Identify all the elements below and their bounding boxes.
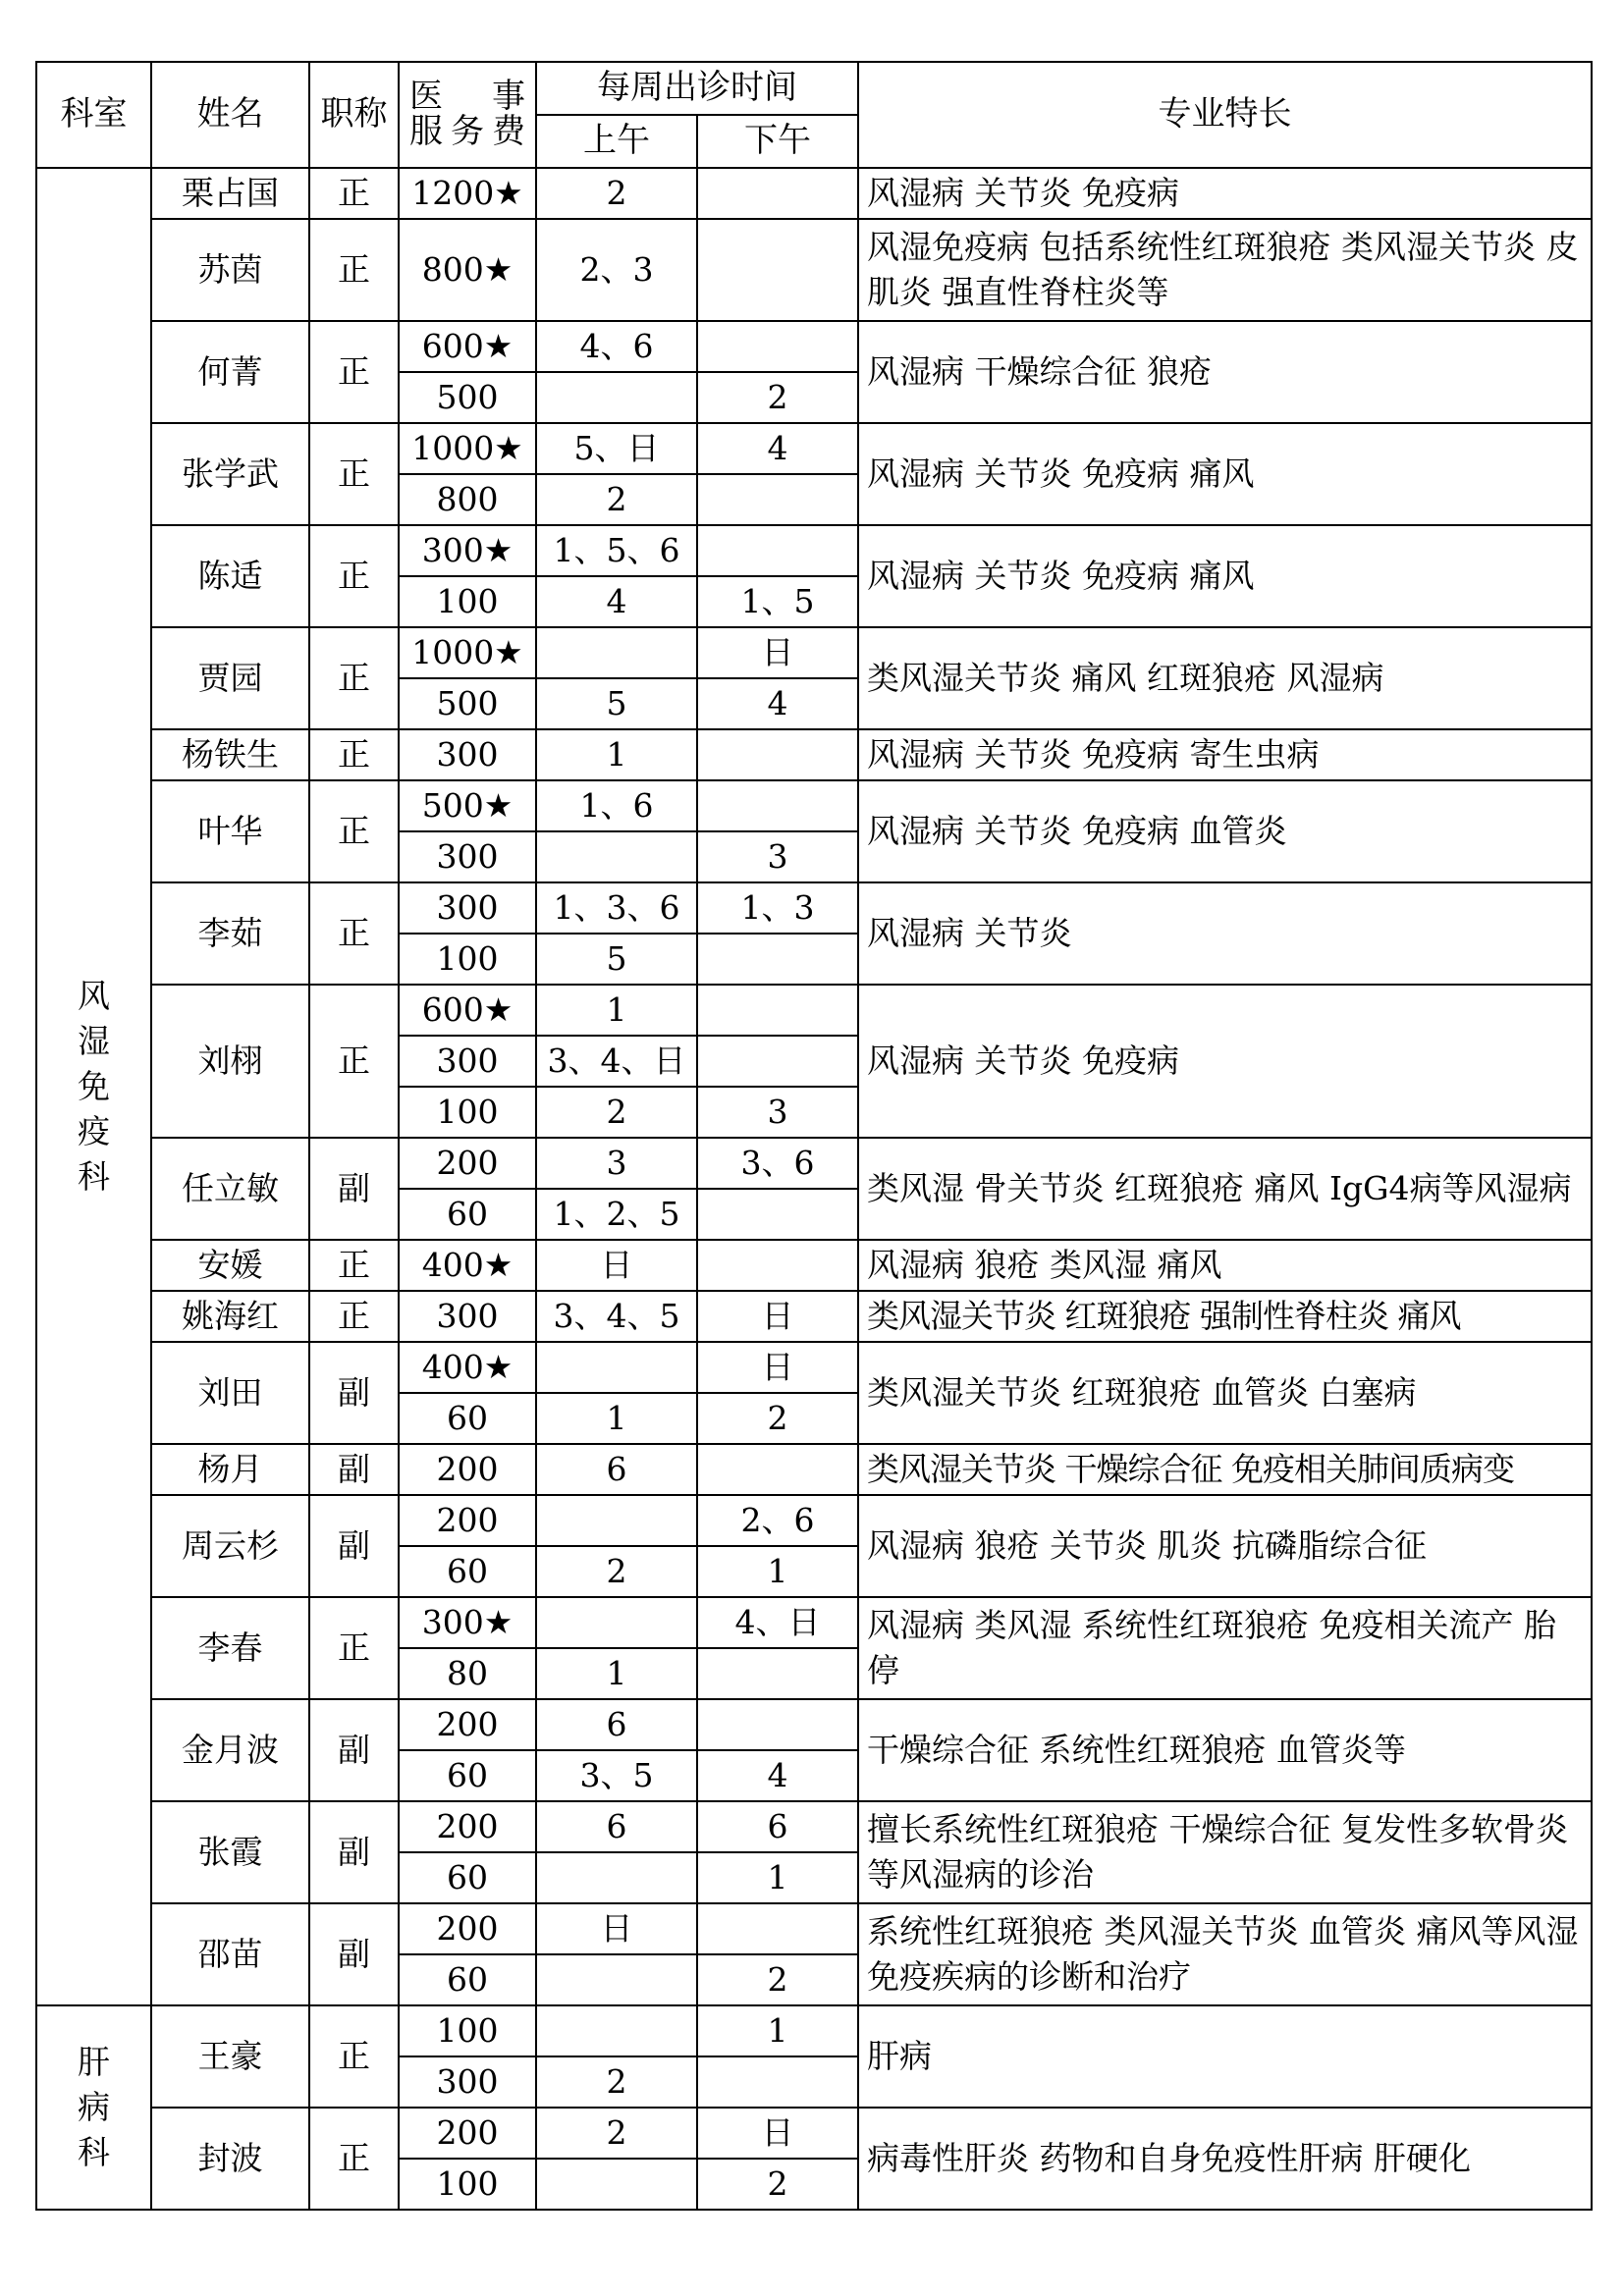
am-cell: 1、5、6: [536, 525, 697, 576]
fee-cell: 200: [399, 1444, 536, 1495]
specialty-cell: 肝病: [858, 2005, 1592, 2108]
pm-cell: [697, 1699, 858, 1750]
table-row: [36, 1495, 1592, 1546]
header-schedule: 每周出诊时间: [536, 62, 858, 115]
pm-cell: [697, 474, 858, 525]
pm-cell: 4: [697, 423, 858, 474]
specialty-cell: 干燥综合征 系统性红斑狼疮 血管炎等: [858, 1699, 1592, 1801]
specialty-cell: 风湿病 干燥综合征 狼疮: [858, 321, 1592, 423]
table-row: [36, 985, 1592, 1036]
am-cell: 2: [536, 2056, 697, 2108]
pm-cell: 3: [697, 1087, 858, 1138]
doctor-title: 正: [309, 882, 399, 985]
fee-cell: 100: [399, 1087, 536, 1138]
pm-cell: [697, 1444, 858, 1495]
table-row: [36, 1903, 1592, 1954]
doctor-name: 张学武: [151, 423, 309, 525]
am-cell: 5: [536, 934, 697, 985]
fee-cell: 1200★: [399, 168, 536, 219]
pm-cell: 日: [697, 627, 858, 678]
specialty-cell: 风湿病 狼疮 类风湿 痛风: [858, 1240, 1592, 1291]
doctor-name: 叶华: [151, 780, 309, 882]
fee-cell: 600★: [399, 985, 536, 1036]
specialty-cell: 类风湿关节炎 红斑狼疮 强制性脊柱炎 痛风: [858, 1291, 1592, 1342]
doctor-title: 副: [309, 1903, 399, 2005]
header-fee: [399, 62, 536, 168]
am-cell: 3、5: [536, 1750, 697, 1801]
specialty-cell: 风湿病 关节炎 免疫病 血管炎: [858, 780, 1592, 882]
table-row: [36, 1444, 1592, 1495]
doctor-title: 正: [309, 780, 399, 882]
header-specialty: 专业特长: [858, 62, 1592, 168]
specialty-cell: 风湿病 关节炎 免疫病 痛风: [858, 525, 1592, 627]
pm-cell: [697, 1648, 858, 1699]
specialty-cell: 风湿病 关节炎 免疫病: [858, 985, 1592, 1138]
pm-cell: 2: [697, 372, 858, 423]
am-cell: [536, 627, 697, 678]
fee-cell: 80: [399, 1648, 536, 1699]
table-row: [36, 1342, 1592, 1393]
header-pm: 下午: [697, 115, 858, 168]
header-fee-line1: 医 事: [409, 77, 525, 117]
pm-cell: 日: [697, 1291, 858, 1342]
doctor-title: 副: [309, 1342, 399, 1444]
table-row: [36, 1138, 1592, 1189]
am-cell: 2: [536, 168, 697, 219]
table-row: [36, 1801, 1592, 1852]
doctor-schedule-table: [35, 61, 1593, 2211]
am-cell: [536, 2159, 697, 2210]
pm-cell: 3: [697, 831, 858, 882]
doctor-name: 邵苗: [151, 1903, 309, 2005]
department-label: 风湿免疫科: [78, 976, 110, 1197]
fee-cell: 300★: [399, 525, 536, 576]
specialty-cell: 擅长系统性红斑狼疮 干燥综合征 复发性多软骨炎等风湿病的诊治: [858, 1801, 1592, 1903]
fee-cell: 500: [399, 678, 536, 729]
doctor-name: 张霞: [151, 1801, 309, 1903]
fee-cell: 200: [399, 1801, 536, 1852]
doctor-title: 副: [309, 1495, 399, 1597]
pm-cell: [697, 934, 858, 985]
am-cell: 日: [536, 1240, 697, 1291]
fee-cell: 60: [399, 1954, 536, 2005]
pm-cell: 2: [697, 1393, 858, 1444]
specialty-cell: 类风湿关节炎 干燥综合征 免疫相关肺间质病变: [858, 1444, 1592, 1495]
doctor-title: 副: [309, 1444, 399, 1495]
doctor-title: 正: [309, 627, 399, 729]
doctor-name: 苏茵: [151, 219, 309, 321]
table-row: [36, 321, 1592, 372]
am-cell: 6: [536, 1801, 697, 1852]
doctor-title: 副: [309, 1138, 399, 1240]
am-cell: 1、2、5: [536, 1189, 697, 1240]
table-row: [36, 2005, 1592, 2056]
pm-cell: [697, 729, 858, 780]
fee-cell: 500: [399, 372, 536, 423]
am-cell: 2: [536, 2108, 697, 2159]
header-fee-line2: 服务费: [409, 112, 525, 151]
fee-cell: 1000★: [399, 627, 536, 678]
table-row: [36, 525, 1592, 576]
am-cell: 1: [536, 1648, 697, 1699]
pm-cell: 1、5: [697, 576, 858, 627]
specialty-cell: 风湿免疫病 包括系统性红斑狼疮 类风湿关节炎 皮肌炎 强直性脊柱炎等: [858, 219, 1592, 321]
table-row: [36, 627, 1592, 678]
doctor-name: 刘栩: [151, 985, 309, 1138]
specialty-cell: 类风湿 骨关节炎 红斑狼疮 痛风 IgG4病等风湿病: [858, 1138, 1592, 1240]
table-row: [36, 1699, 1592, 1750]
am-cell: 2、3: [536, 219, 697, 321]
specialty-cell: 风湿病 关节炎 免疫病 痛风: [858, 423, 1592, 525]
table-row: [36, 1240, 1592, 1291]
department-cell: [36, 168, 151, 2005]
specialty-cell: 系统性红斑狼疮 类风湿关节炎 血管炎 痛风等风湿免疫疾病的诊断和治疗: [858, 1903, 1592, 2005]
am-cell: 2: [536, 1087, 697, 1138]
fee-cell: 300: [399, 1291, 536, 1342]
pm-cell: 1、3: [697, 882, 858, 934]
fee-cell: 500★: [399, 780, 536, 831]
doctor-name: 杨月: [151, 1444, 309, 1495]
schedule-body: [36, 168, 1592, 2210]
doctor-name: 李茹: [151, 882, 309, 985]
fee-cell: 100: [399, 576, 536, 627]
am-cell: 1: [536, 985, 697, 1036]
am-cell: 1: [536, 1393, 697, 1444]
header-am: 上午: [536, 115, 697, 168]
doctor-title: 正: [309, 2005, 399, 2108]
fee-cell: 60: [399, 1393, 536, 1444]
am-cell: 1、6: [536, 780, 697, 831]
specialty-cell: 类风湿关节炎 红斑狼疮 血管炎 白塞病: [858, 1342, 1592, 1444]
am-cell: [536, 2005, 697, 2056]
fee-cell: 300: [399, 1036, 536, 1087]
doctor-name: 姚海红: [151, 1291, 309, 1342]
table-row: [36, 780, 1592, 831]
pm-cell: [697, 168, 858, 219]
am-cell: 2: [536, 1546, 697, 1597]
doctor-name: 栗占国: [151, 168, 309, 219]
am-cell: 3: [536, 1138, 697, 1189]
table-row: [36, 1291, 1592, 1342]
am-cell: 5: [536, 678, 697, 729]
pm-cell: [697, 1189, 858, 1240]
pm-cell: [697, 321, 858, 372]
fee-cell: 300: [399, 831, 536, 882]
am-cell: 1、3、6: [536, 882, 697, 934]
pm-cell: [697, 219, 858, 321]
doctor-name: 封波: [151, 2108, 309, 2210]
specialty-cell: 风湿病 狼疮 关节炎 肌炎 抗磷脂综合征: [858, 1495, 1592, 1597]
pm-cell: 1: [697, 1852, 858, 1903]
am-cell: 6: [536, 1444, 697, 1495]
fee-cell: 60: [399, 1546, 536, 1597]
table-row: [36, 882, 1592, 934]
department-cell: [36, 2005, 151, 2210]
fee-cell: 300: [399, 729, 536, 780]
fee-cell: 100: [399, 2159, 536, 2210]
fee-cell: 60: [399, 1750, 536, 1801]
specialty-cell: 风湿病 关节炎: [858, 882, 1592, 985]
header-name: 姓名: [151, 62, 309, 168]
pm-cell: [697, 2056, 858, 2108]
fee-cell: 200: [399, 1903, 536, 1954]
pm-cell: 1: [697, 1546, 858, 1597]
am-cell: 4: [536, 576, 697, 627]
am-cell: 5、日: [536, 423, 697, 474]
table-row: [36, 423, 1592, 474]
am-cell: 日: [536, 1903, 697, 1954]
doctor-title: 正: [309, 1240, 399, 1291]
am-cell: [536, 1342, 697, 1393]
fee-cell: 60: [399, 1852, 536, 1903]
am-cell: [536, 1954, 697, 2005]
doctor-name: 刘田: [151, 1342, 309, 1444]
fee-cell: 200: [399, 1699, 536, 1750]
pm-cell: 2: [697, 1954, 858, 2005]
specialty-cell: 风湿病 关节炎 免疫病 寄生虫病: [858, 729, 1592, 780]
table-row: [36, 1597, 1592, 1648]
doctor-name: 周云杉: [151, 1495, 309, 1597]
am-cell: [536, 372, 697, 423]
doctor-name: 贾园: [151, 627, 309, 729]
pm-cell: 2: [697, 2159, 858, 2210]
specialty-cell: 类风湿关节炎 痛风 红斑狼疮 风湿病: [858, 627, 1592, 729]
specialty-cell: 风湿病 类风湿 系统性红斑狼疮 免疫相关流产 胎停: [858, 1597, 1592, 1699]
doctor-name: 陈适: [151, 525, 309, 627]
doctor-title: 正: [309, 985, 399, 1138]
table-row: [36, 168, 1592, 219]
specialty-cell: 风湿病 关节炎 免疫病: [858, 168, 1592, 219]
am-cell: 6: [536, 1699, 697, 1750]
am-cell: 1: [536, 729, 697, 780]
fee-cell: 400★: [399, 1342, 536, 1393]
header-dept: 科室: [36, 62, 151, 168]
am-cell: 4、6: [536, 321, 697, 372]
doctor-name: 金月波: [151, 1699, 309, 1801]
doctor-name: 安媛: [151, 1240, 309, 1291]
doctor-title: 正: [309, 219, 399, 321]
am-cell: 2: [536, 474, 697, 525]
fee-cell: 300: [399, 2056, 536, 2108]
fee-cell: 200: [399, 1138, 536, 1189]
fee-cell: 400★: [399, 1240, 536, 1291]
doctor-name: 李春: [151, 1597, 309, 1699]
pm-cell: 1: [697, 2005, 858, 2056]
am-cell: [536, 831, 697, 882]
am-cell: [536, 1852, 697, 1903]
doctor-name: 任立敏: [151, 1138, 309, 1240]
fee-cell: 300★: [399, 1597, 536, 1648]
pm-cell: 日: [697, 1342, 858, 1393]
doctor-title: 正: [309, 729, 399, 780]
pm-cell: [697, 1036, 858, 1087]
fee-cell: 100: [399, 934, 536, 985]
pm-cell: 4: [697, 1750, 858, 1801]
fee-cell: 200: [399, 2108, 536, 2159]
pm-cell: 3、6: [697, 1138, 858, 1189]
pm-cell: [697, 985, 858, 1036]
doctor-title: 正: [309, 525, 399, 627]
department-label: 肝病科: [78, 2042, 110, 2172]
pm-cell: 2、6: [697, 1495, 858, 1546]
am-cell: 3、4、日: [536, 1036, 697, 1087]
header-row-1: [36, 62, 1592, 115]
pm-cell: [697, 1240, 858, 1291]
doctor-name: 杨铁生: [151, 729, 309, 780]
doctor-title: 正: [309, 2108, 399, 2210]
pm-cell: 4、日: [697, 1597, 858, 1648]
doctor-title: 正: [309, 168, 399, 219]
am-cell: [536, 1495, 697, 1546]
header-title: 职称: [309, 62, 399, 168]
pm-cell: [697, 780, 858, 831]
pm-cell: 日: [697, 2108, 858, 2159]
fee-cell: 1000★: [399, 423, 536, 474]
pm-cell: [697, 1903, 858, 1954]
fee-cell: 300: [399, 882, 536, 934]
pm-cell: 4: [697, 678, 858, 729]
fee-cell: 800★: [399, 219, 536, 321]
doctor-title: 正: [309, 321, 399, 423]
doctor-title: 正: [309, 1597, 399, 1699]
pm-cell: 6: [697, 1801, 858, 1852]
fee-cell: 60: [399, 1189, 536, 1240]
doctor-title: 正: [309, 1291, 399, 1342]
table-row: [36, 729, 1592, 780]
am-cell: 3、4、5: [536, 1291, 697, 1342]
table-row: [36, 219, 1592, 321]
am-cell: [536, 1597, 697, 1648]
table-row: [36, 2108, 1592, 2159]
doctor-title: 正: [309, 423, 399, 525]
pm-cell: [697, 525, 858, 576]
fee-cell: 800: [399, 474, 536, 525]
fee-cell: 600★: [399, 321, 536, 372]
doctor-name: 王豪: [151, 2005, 309, 2108]
doctor-title: 副: [309, 1801, 399, 1903]
doctor-name: 何菁: [151, 321, 309, 423]
fee-cell: 100: [399, 2005, 536, 2056]
specialty-cell: 病毒性肝炎 药物和自身免疫性肝病 肝硬化: [858, 2108, 1592, 2210]
fee-cell: 200: [399, 1495, 536, 1546]
doctor-title: 副: [309, 1699, 399, 1801]
